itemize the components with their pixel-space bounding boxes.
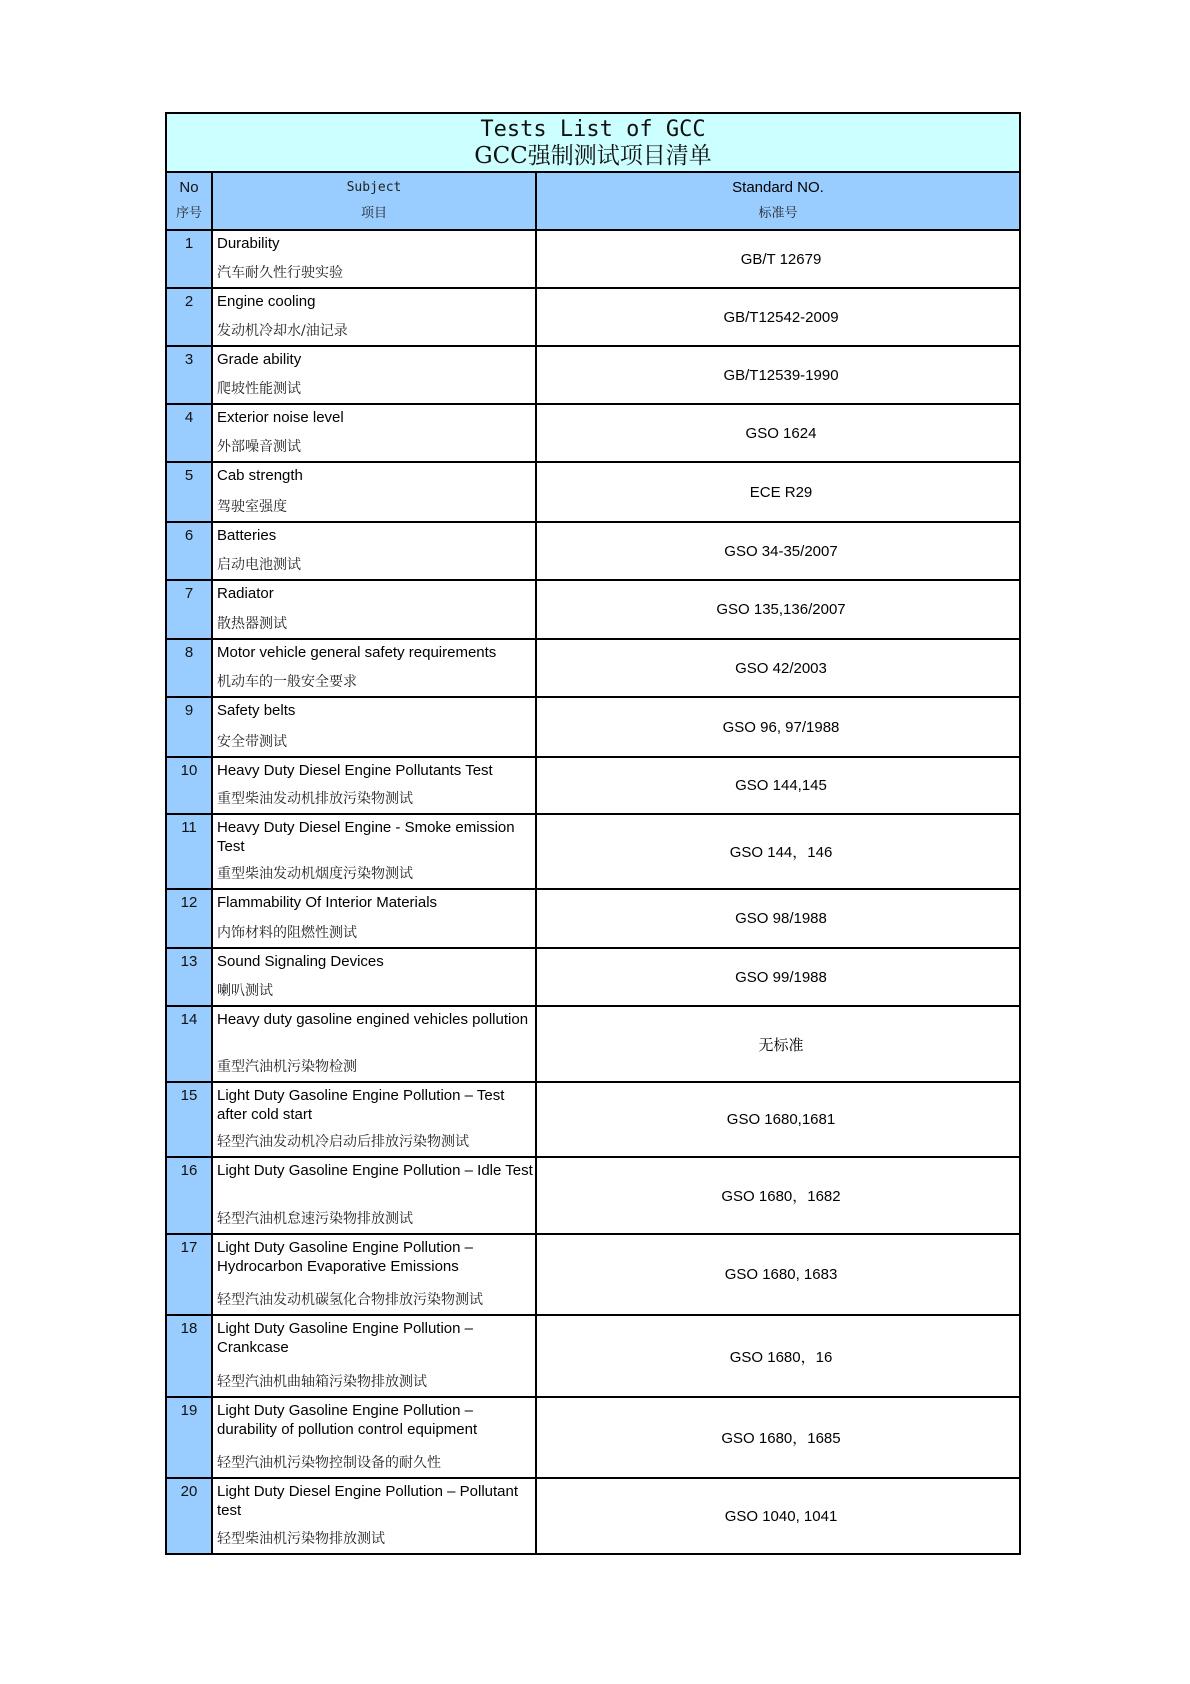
subject-english: Light Duty Gasoline Engine Pollution – Test after cold start <box>217 1087 505 1123</box>
row-number: 16 <box>167 1158 213 1233</box>
row-standard: 无标准 <box>758 1036 804 1054</box>
subject-chinese: 发动机冷却水/油记录 <box>217 323 348 339</box>
row-subject <box>213 758 537 813</box>
table-row <box>167 1398 1019 1479</box>
subject-english: Safety belts <box>217 702 296 719</box>
title-chinese: GCC强制测试项目清单 <box>474 143 712 169</box>
tests-table <box>165 112 1021 1555</box>
row-number: 6 <box>167 523 213 579</box>
subject-chinese: 内饰材料的阻燃性测试 <box>217 925 357 941</box>
subject-chinese: 轻型柴油机污染物排放测试 <box>217 1531 385 1547</box>
row-number: 14 <box>167 1007 213 1081</box>
row-standard: GB/T 12679 <box>740 250 822 268</box>
header-no <box>167 173 213 229</box>
row-number: 7 <box>167 581 213 638</box>
subject-english: Exterior noise level <box>217 409 344 426</box>
table-row <box>167 758 1019 815</box>
subject-chinese: 轻型汽油机污染物控制设备的耐久性 <box>217 1455 441 1471</box>
row-subject <box>213 949 537 1005</box>
row-subject <box>213 1007 537 1081</box>
subject-chinese: 外部噪音测试 <box>217 439 301 455</box>
subject-english: Heavy duty gasoline engined vehicles pollution <box>217 1011 529 1028</box>
row-subject <box>213 1235 537 1314</box>
row-subject <box>213 405 537 461</box>
column-header-row <box>167 173 1019 231</box>
row-subject <box>213 640 537 696</box>
row-number: 15 <box>167 1083 213 1156</box>
subject-chinese: 轻型汽油发动机碳氢化合物排放污染物测试 <box>217 1292 483 1308</box>
subject-english: Batteries <box>217 527 277 544</box>
table-row <box>167 405 1019 463</box>
row-standard: GSO 1680，16 <box>729 1348 833 1366</box>
row-number: 12 <box>167 890 213 947</box>
table-row <box>167 949 1019 1007</box>
row-number: 5 <box>167 463 213 521</box>
table-row <box>167 289 1019 347</box>
table-row <box>167 1083 1019 1158</box>
row-number: 2 <box>167 289 213 345</box>
subject-english: Light Duty Gasoline Engine Pollution – Crankcase <box>217 1320 473 1356</box>
row-subject <box>213 1316 537 1396</box>
subject-chinese: 轻型汽油发动机冷启动后排放污染物测试 <box>217 1134 469 1150</box>
row-standard: GSO 144,145 <box>735 777 827 794</box>
row-number: 3 <box>167 347 213 403</box>
table-row <box>167 890 1019 949</box>
subject-chinese: 安全带测试 <box>217 734 287 750</box>
subject-chinese: 重型柴油发动机烟度污染物测试 <box>217 866 413 882</box>
subject-chinese: 爬坡性能测试 <box>217 381 301 397</box>
row-subject <box>213 1158 537 1233</box>
subject-english: Heavy Duty Diesel Engine Pollutants Test <box>217 762 493 779</box>
subject-english: Light Duty Diesel Engine Pollution – Pollutant test <box>217 1483 519 1519</box>
row-number: 19 <box>167 1398 213 1477</box>
row-subject <box>213 1398 537 1477</box>
table-row <box>167 523 1019 581</box>
row-standard: GSO 34-35/2007 <box>724 542 838 560</box>
subject-english: Sound Signaling Devices <box>217 953 384 970</box>
subject-english: Motor vehicle general safety requirements <box>217 644 497 661</box>
subject-chinese: 汽车耐久性行驶实验 <box>217 265 343 281</box>
subject-english: Light Duty Gasoline Engine Pollution – durability of pollution control equipment <box>217 1402 478 1438</box>
table-row <box>167 1158 1019 1235</box>
row-standard: ECE R29 <box>749 483 813 501</box>
table-row <box>167 347 1019 405</box>
header-no-en: No <box>179 179 199 196</box>
row-subject <box>213 581 537 638</box>
header-subject-zh: 项目 <box>360 206 387 221</box>
subject-english: Grade ability <box>217 351 302 368</box>
row-standard: GSO 96, 97/1988 <box>722 718 840 736</box>
subject-english: Flammability Of Interior Materials <box>217 894 438 911</box>
subject-chinese: 启动电池测试 <box>217 557 301 573</box>
row-standard: GSO 1680，1685 <box>721 1430 841 1447</box>
subject-chinese: 重型汽油机污染物检测 <box>217 1059 357 1075</box>
row-standard: GSO 1624 <box>745 424 817 442</box>
row-number: 13 <box>167 949 213 1005</box>
row-subject <box>213 289 537 345</box>
subject-chinese: 轻型汽油机曲轴箱污染物排放测试 <box>217 1374 427 1390</box>
row-standard: GSO 1680, 1683 <box>724 1266 838 1283</box>
row-number: 17 <box>167 1235 213 1314</box>
subject-english: Cab strength <box>217 467 303 484</box>
table-row <box>167 581 1019 640</box>
row-standard: GSO 1680，1682 <box>721 1188 841 1205</box>
row-number: 4 <box>167 405 213 461</box>
row-number: 11 <box>167 815 213 888</box>
row-number: 18 <box>167 1316 213 1396</box>
subject-chinese: 喇叭测试 <box>217 983 273 999</box>
header-no-zh: 序号 <box>175 206 202 221</box>
title-english: Tests List of GCC <box>480 117 706 142</box>
subject-english: Light Duty Gasoline Engine Pollution – Hydrocarbon Evaporative Emissions <box>217 1239 473 1275</box>
subject-chinese: 驾驶室强度 <box>217 499 287 515</box>
row-standard: GSO 42/2003 <box>735 659 827 677</box>
title-band <box>167 114 1019 173</box>
header-subject-en: Subject <box>346 180 402 195</box>
row-number: 10 <box>167 758 213 813</box>
subject-english: Engine cooling <box>217 293 316 310</box>
table-row <box>167 1316 1019 1398</box>
header-standard <box>537 173 1019 229</box>
table-row <box>167 640 1019 698</box>
row-subject <box>213 890 537 947</box>
table-row <box>167 1235 1019 1316</box>
row-number: 1 <box>167 231 213 287</box>
row-subject <box>213 523 537 579</box>
subject-chinese: 重型柴油发动机排放污染物测试 <box>217 791 413 807</box>
row-standard: GSO 144，146 <box>729 844 833 861</box>
row-subject <box>213 698 537 756</box>
row-subject <box>213 1083 537 1156</box>
row-subject <box>213 815 537 888</box>
row-standard: GSO 99/1988 <box>735 968 827 986</box>
subject-english: Heavy Duty Diesel Engine - Smoke emission Test <box>217 819 515 855</box>
header-standard-en: Standard NO. <box>732 179 824 196</box>
row-subject <box>213 231 537 287</box>
row-subject <box>213 463 537 521</box>
subject-english: Durability <box>217 235 280 252</box>
row-standard: GB/T12542-2009 <box>723 308 839 326</box>
table-row <box>167 463 1019 523</box>
header-standard-zh: 标准号 <box>758 206 798 221</box>
table-row <box>167 231 1019 289</box>
subject-chinese: 散热器测试 <box>217 616 287 632</box>
subject-chinese: 机动车的一般安全要求 <box>217 674 357 690</box>
row-number: 9 <box>167 698 213 756</box>
row-standard: GSO 98/1988 <box>735 910 827 927</box>
table-body <box>167 231 1019 1553</box>
table-row <box>167 1479 1019 1553</box>
table-row <box>167 1007 1019 1083</box>
row-number: 8 <box>167 640 213 696</box>
row-standard: GB/T12539-1990 <box>723 366 839 384</box>
subject-chinese: 轻型汽油机怠速污染物排放测试 <box>217 1211 413 1227</box>
table-row <box>167 815 1019 890</box>
row-subject <box>213 347 537 403</box>
row-subject <box>213 1479 537 1553</box>
table-row <box>167 698 1019 758</box>
row-standard: GSO 135,136/2007 <box>716 601 846 618</box>
row-standard: GSO 1680,1681 <box>726 1111 836 1128</box>
subject-english: Radiator <box>217 585 274 602</box>
row-standard: GSO 1040, 1041 <box>724 1507 838 1525</box>
header-subject <box>213 173 537 229</box>
row-number: 20 <box>167 1479 213 1553</box>
subject-english: Light Duty Gasoline Engine Pollution – Idle Test <box>217 1162 533 1179</box>
